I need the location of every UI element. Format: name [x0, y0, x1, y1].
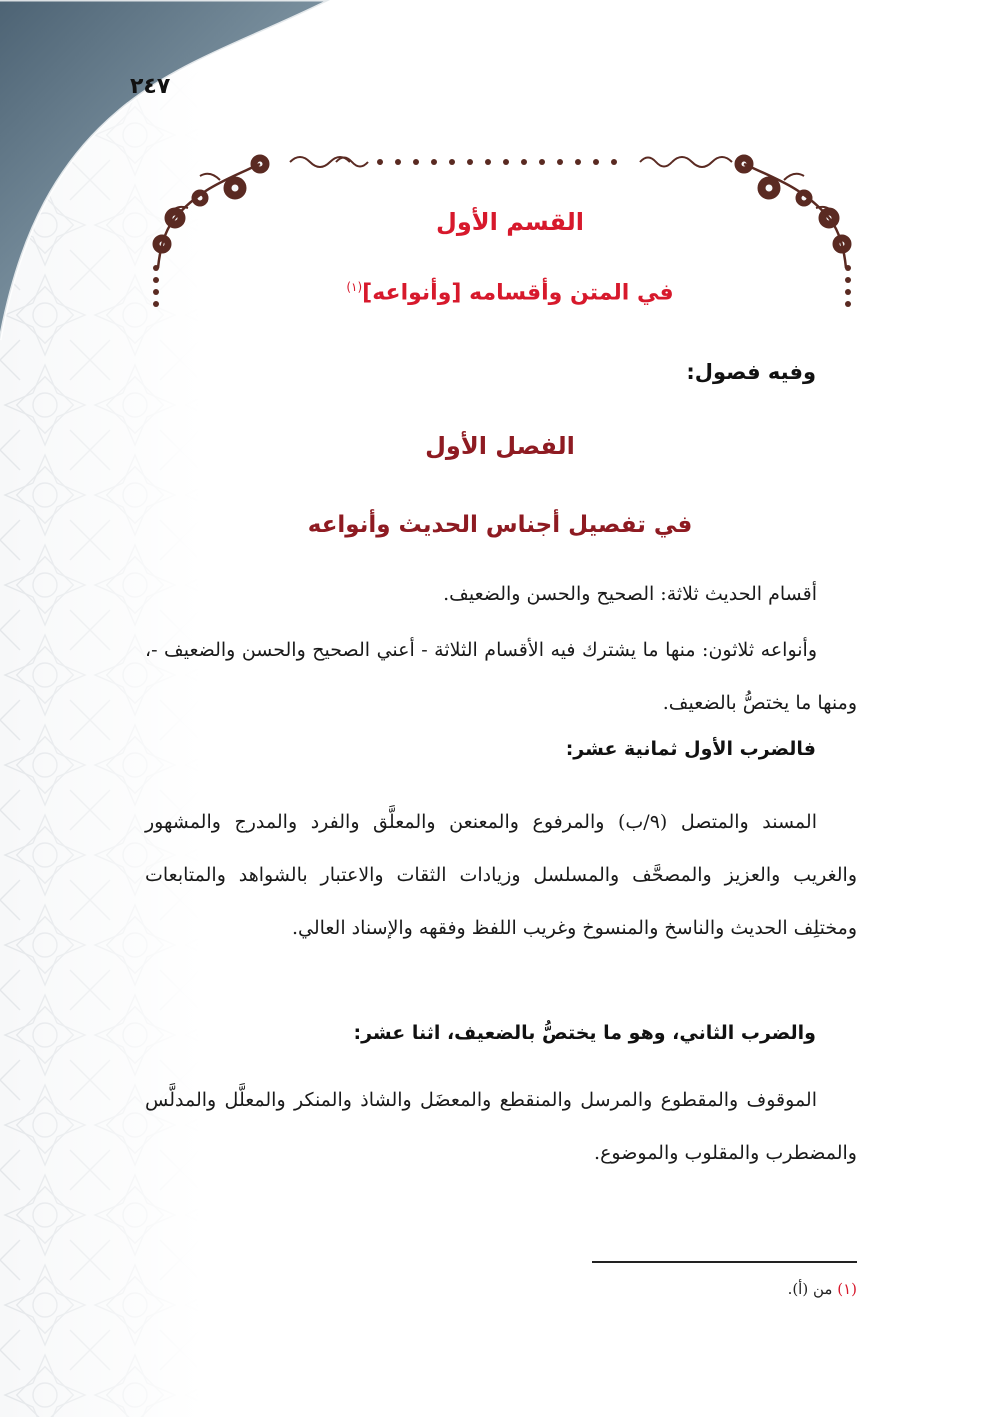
chapter-subtitle: في تفصيل أجناس الحديث وأنواعه [307, 512, 693, 538]
paragraph-types: وأنواعه ثلاثون: منها ما يشترك فيه الأقسام الثلاثة - أعني الصحيح والحسن والضعيف -، ومنها ما يختصُّ بالضعيف. [145, 639, 857, 714]
left-corner-flowers [153, 155, 269, 268]
footnote [457, 1280, 857, 1298]
chapter-title: الفصل الأول [425, 432, 575, 460]
section-subtitle-text: في المتن وأقسامه [وأنواعه] [362, 280, 674, 306]
top-dotted-border [377, 159, 617, 165]
page-number: ٢٤٧ [130, 74, 171, 99]
heading-second-category: والضرب الثاني، وهو ما يختصُّ بالضعيف، اثنا عشر: [353, 1022, 816, 1044]
paragraph-divisions: أقسام الحديث ثلاثة: الصحيح والحسن والضعيف. [443, 583, 817, 605]
footnote-divider [592, 1261, 857, 1263]
paragraph-second-category-list: الموقوف والمقطوع والمرسل والمنقطع والمعضَل والشاذ والمنكر والمعلَّل والمدلَّس والمضطرب والمقلوب والموضوع. [145, 1089, 857, 1164]
footnote-text: من (أ). [787, 1280, 833, 1298]
paragraph-first-category-list: المسند والمتصل (٩/ب) والمرفوع والمعنعن والمعلَّق والفرد والمدرج والمشهور والغريب والعزيز والمصحَّف والمسلسل وزيادات الثقات والاعتبار بالشواهد والمتابعات ومختلِف الحديث والناسخ والمنسوخ وغريب اللفظ وفقهه والإسناد العالي. [145, 811, 857, 939]
section-subtitle [300, 280, 720, 305]
heading-first-category: فالضرب الأول ثمانية عشر: [565, 738, 816, 760]
footnote-marker: (١) [346, 280, 363, 294]
right-corner-flowers [735, 155, 851, 268]
section-title: القسم الأول [436, 208, 584, 236]
footnote-number: (١) [837, 1280, 857, 1298]
intro-text: وفيه فصول: [686, 360, 816, 384]
